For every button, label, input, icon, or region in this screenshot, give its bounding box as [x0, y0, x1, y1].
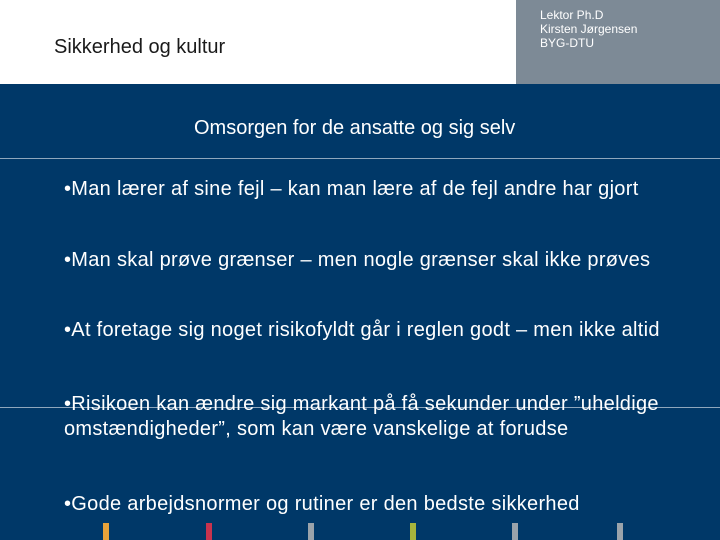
- author-name: Kirsten Jørgensen: [540, 22, 638, 36]
- bullet-item: •Risikoen kan ændre sig markant på få sekunder under ”uheldige omstændigheder”, som kan være vanskelige at forudse: [64, 393, 659, 440]
- bullet-item: •At foretage sig noget risikofyldt går i reglen godt – men ikke altid: [64, 319, 660, 341]
- bullet-item: •Gode arbejdsnormer og rutiner er den bedste sikkerhed: [64, 493, 580, 515]
- color-marker: [206, 523, 212, 540]
- header-bar: [0, 0, 516, 84]
- author-info: [540, 8, 637, 50]
- slide-heading: Omsorgen for de ansatte og sig selv: [194, 117, 516, 139]
- color-marker: [410, 523, 416, 540]
- color-marker: [617, 523, 623, 540]
- bullet-item: •Man skal prøve grænser – men nogle grænser skal ikke prøves: [64, 249, 651, 271]
- deck-title: Sikkerhed og kultur: [54, 36, 226, 58]
- author-department: BYG-DTU: [540, 36, 594, 50]
- author-title: Lektor Ph.D: [540, 8, 604, 22]
- bullet-item: •Man lærer af sine fejl – kan man lære af de fejl andre har gjort: [64, 178, 639, 200]
- color-marker: [308, 523, 314, 540]
- color-marker: [512, 523, 518, 540]
- color-marker: [103, 523, 109, 540]
